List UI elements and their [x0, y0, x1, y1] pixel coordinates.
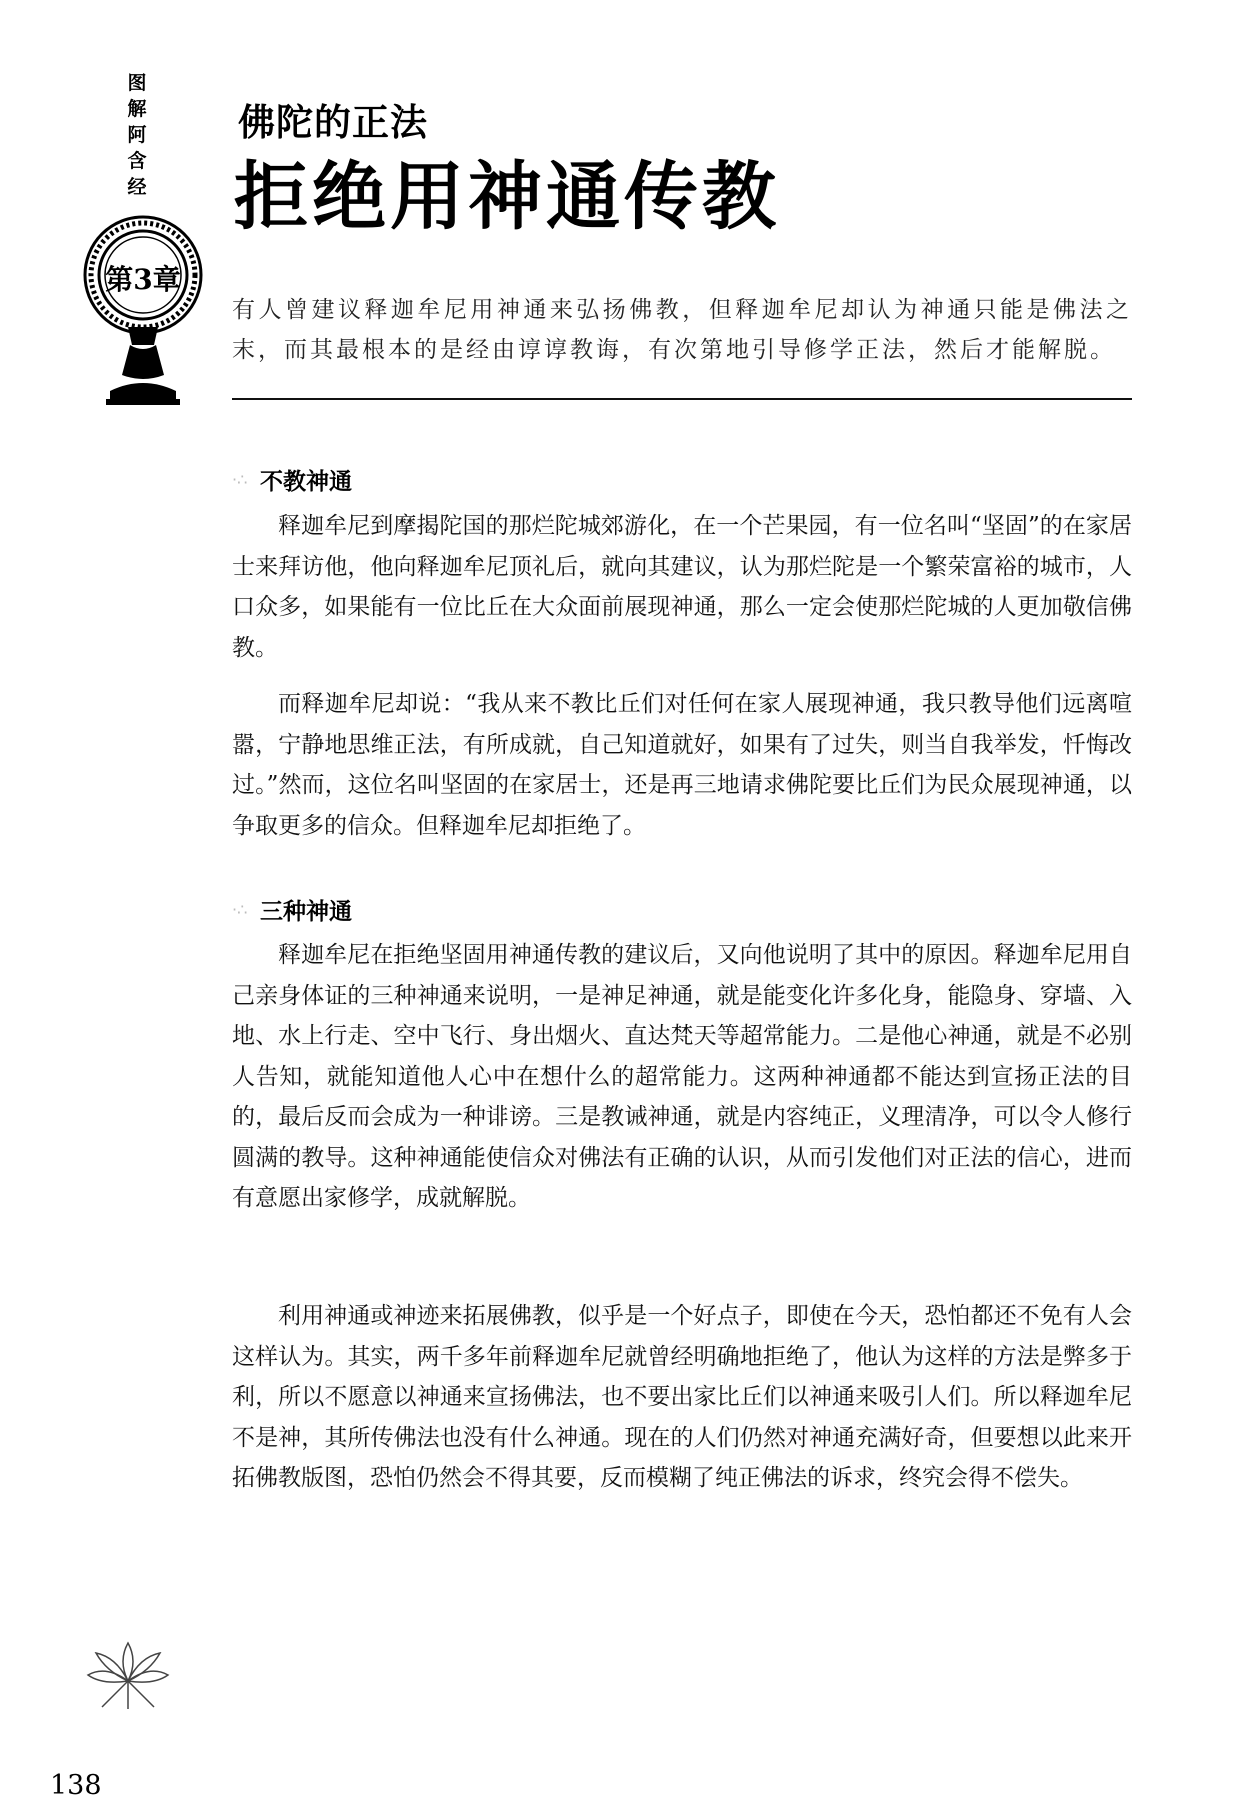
book-title-char: 解: [127, 98, 147, 120]
section-kicker: 佛陀的正法: [238, 100, 428, 144]
section-heading-text: 不教神通: [260, 469, 352, 495]
page-number: 138: [50, 1770, 102, 1801]
ornament-icon: ·∴: [232, 900, 248, 919]
book-title-char: 图: [127, 72, 147, 94]
chapter-summary: 有人曾建议释迦牟尼用神通来弘扬佛教，但释迦牟尼却认为神通只能是佛法之末，而其最根本的是经由谆谆教诲，有次第地引导修学正法，然后才能解脱。: [232, 297, 1132, 363]
section-heading-text: 三种神通: [260, 899, 352, 925]
body-paragraph: 释迦牟尼在拒绝坚固用神通传教的建议后，又向他说明了其中的原因。释迦牟尼用自己亲身体证的三种神通来说明，一是神足神通，就是能变化许多化身，能隐身、穿墙、入地、水上行走、空中飞行、身出烟火、直达梵天等超常能力。二是他心神通，就是不必别人告知，就能知道他人心中在想什么的超常能力。这两种神通都不能达到宣扬正法的目的，最后反而会成为一种诽谤。三是教诫神通，就是内容纯正，义理清净，可以令人修行圆满的教导。这种神通能使信众对佛法有正确的认识，从而引发他们对正法的信心，进而有意愿出家修学，成就解脱。: [232, 942, 1132, 1211]
chapter-medallion-icon: [68, 215, 218, 420]
ornament-icon: ·∴: [232, 470, 248, 489]
book-title-char: 阿: [127, 124, 147, 146]
book-title-char: 含: [127, 150, 147, 172]
page-title: 拒绝用神通传教: [234, 154, 780, 240]
body-paragraph: 而释迦牟尼却说：“我从来不教比丘们对任何在家人展现神通，我只教导他们远离喧嚣，宁静地思维正法，有所成就，自己知道就好，如果有了过失，则当自我举发，忏悔改过。”然而，这位名叫坚固的在家居士，还是再三地请求佛陀要比丘们为民众展现神通，以争取更多的信众。但释迦牟尼却拒绝了。: [232, 691, 1132, 839]
body-paragraph: 释迦牟尼到摩揭陀国的那烂陀城郊游化，在一个芒果园，有一位名叫“坚固”的在家居士来拜访他，他向释迦牟尼顶礼后，就向其建议，认为那烂陀是一个繁荣富裕的城市，人口众多，如果能有一位比丘在大众面前展现神通，那么一定会使那烂陀城的人更加敬信佛教。: [232, 513, 1132, 661]
chapter-emblem: [68, 215, 218, 420]
section-heading: [232, 463, 352, 496]
book-title-vertical: [120, 70, 154, 200]
lotus-ornament: [82, 1635, 174, 1713]
body-paragraph: 利用神通或神迹来拓展佛教，似乎是一个好点子，即使在今天，恐怕都还不免有人会这样认为。其实，两千多年前释迦牟尼就曾经明确地拒绝了，他认为这样的方法是弊多于利，所以不愿意以神通来宣扬佛法，也不要出家比丘们以神通来吸引人们。所以释迦牟尼不是神，其所传佛法也没有什么神通。现在的人们仍然对神通充满好奇，但要想以此来开拓佛教版图，恐怕仍然会不得其要，反而模糊了纯正佛法的诉求，终究会得不偿失。: [232, 1303, 1132, 1491]
divider: [232, 398, 1132, 400]
chapter-badge: 第3章: [105, 263, 181, 296]
section-heading: [232, 893, 352, 926]
lotus-icon: [82, 1635, 174, 1713]
book-title-char: 经: [127, 176, 147, 198]
